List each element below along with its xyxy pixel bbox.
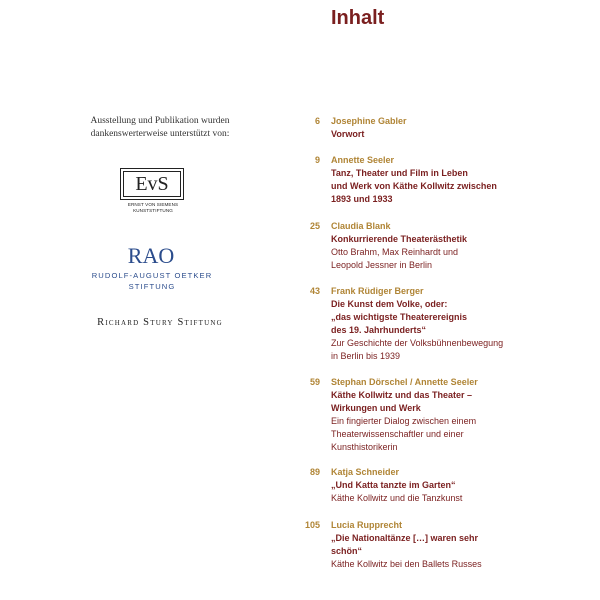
toc-heading-line: Tanz, Theater und Film in Leben	[331, 168, 468, 178]
toc-entry-body	[331, 154, 561, 206]
sponsor-note-line: Ausstellung und Publikation wurden	[90, 116, 230, 126]
page-title: Inhalt	[331, 7, 385, 29]
toc-subtitle-line: Zur Geschichte der Volksbühnenbewegung	[331, 338, 504, 348]
toc-page-number: 43	[309, 286, 320, 296]
sponsor-note-line: dankenswerterweise unterstützt von:	[90, 129, 230, 139]
toc-page-number: 59	[309, 377, 320, 387]
toc-heading-line: Käthe Kollwitz und das Theater –	[331, 390, 473, 400]
toc-heading-line: Die Kunst dem Volke, oder:	[331, 299, 448, 309]
toc-subtitle-line: Leopold Jessner in Berlin	[331, 260, 433, 270]
toc-author: Annette Seeler	[331, 155, 395, 165]
richard-stury-stiftung-logo: Richard Stury Stiftung	[97, 317, 223, 328]
toc-author: Claudia Blank	[331, 221, 391, 231]
toc-heading-line: und Werk von Käthe Kollwitz zwischen	[331, 181, 497, 191]
toc-page-number: 89	[309, 467, 320, 477]
toc-heading-line: 1893 und 1933	[331, 194, 393, 204]
toc-author: Frank Rüdiger Berger	[331, 286, 424, 296]
toc-heading-line: „das wichtigste Theaterereignis	[331, 312, 468, 322]
sponsor-note	[60, 115, 260, 141]
toc-subtitle-line: in Berlin bis 1939	[331, 351, 401, 361]
toc-page-number: 25	[309, 221, 320, 231]
toc-entry-body	[331, 115, 561, 141]
toc-page-number: 105	[304, 520, 320, 530]
toc-entry-body	[331, 220, 561, 272]
toc-entry-body	[331, 519, 561, 571]
ernst-von-siemens-logo	[120, 168, 186, 220]
toc-entry-body	[331, 466, 561, 505]
raos-monogram-icon	[126, 242, 176, 268]
toc-heading-line: Wirkungen und Werk	[331, 403, 421, 413]
evs-caption-line: KUNSTSTIFTUNG	[133, 208, 173, 213]
toc-heading-line: schön“	[331, 546, 363, 556]
toc-author: Katja Schneider	[331, 467, 400, 477]
evs-logo-caption	[120, 202, 186, 214]
toc-author: Stephan Dörschel / Annette Seeler	[331, 377, 478, 387]
toc-subtitle-line: Ein fingierter Dialog zwischen einem	[331, 416, 477, 426]
toc-heading-line: Vorwort	[331, 129, 365, 139]
toc-subtitle-line: Käthe Kollwitz bei den Ballets Russes	[331, 559, 482, 569]
toc-subtitle-line: Kunsthistorikerin	[331, 442, 398, 452]
toc-entry-body	[331, 376, 561, 454]
evs-logo-mark: EvS	[123, 171, 181, 197]
raos-name-line: STIFTUNG	[128, 282, 176, 291]
rudolf-august-oetker-logo	[82, 242, 222, 298]
toc-entry-body	[331, 285, 561, 363]
toc-author: Josephine Gabler	[331, 116, 407, 126]
toc-page-number: 6	[314, 116, 320, 126]
toc-heading-line: des 19. Jahrhunderts“	[331, 325, 427, 335]
raos-monogram-text: RAO	[127, 243, 175, 268]
toc-author: Lucia Rupprecht	[331, 520, 403, 530]
toc-heading-line: „Die Nationaltänze […] waren sehr	[331, 533, 479, 543]
toc-heading-line: „Und Katta tanzte im Garten“	[331, 480, 456, 490]
toc-subtitle-line: Otto Brahm, Max Reinhardt und	[331, 247, 459, 257]
evs-caption-line: ERNST VON SIEMENS	[127, 202, 179, 207]
toc-subtitle-line: Käthe Kollwitz und die Tanzkunst	[331, 493, 463, 503]
toc-page-number: 9	[314, 155, 320, 165]
raos-name-line: RUDOLF-AUGUST OETKER	[91, 271, 213, 280]
evs-logo-frame	[120, 168, 184, 200]
toc-heading-line: Konkurrierende Theaterästhetik	[331, 234, 468, 244]
toc-subtitle-line: Theaterwissenschaftler und einer	[331, 429, 464, 439]
